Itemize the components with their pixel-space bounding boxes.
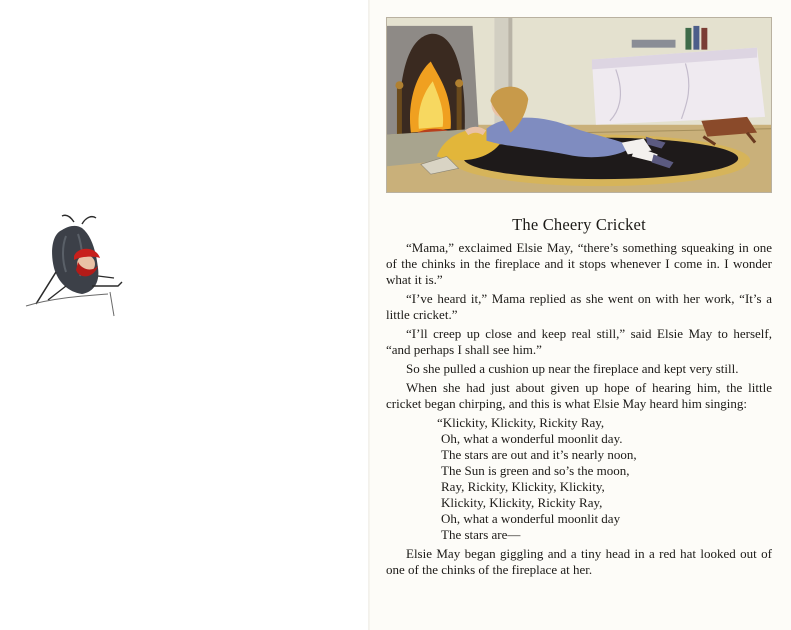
story-paragraph: So she pulled a cushion up near the fireplace and kept very still. [406,361,739,376]
cricket-vignette-icon [22,212,132,322]
verse-line: “Klickity, Klickity, Rickity Ray, [437,415,605,430]
verse-line: Oh, what a wonderful moonlit day. [441,431,623,446]
girl-by-fireplace-icon [387,18,771,192]
story-body [386,240,772,581]
verse-line: Klickity, Klickity, Rickity Ray, [441,495,603,510]
story-closing-paragraph: Elsie May began giggling and a tiny head in a red hat looked out of one of the chinks of the fireplace at her. [386,546,772,577]
verse-line: The stars are— [441,527,521,542]
story-paragraph: When she had just about given up hope of hearing him, the little cricket began chirping, and this is what Elsie May heard him singing: [386,380,772,411]
story-paragraph: “I’ll creep up close and keep real still,” said Elsie May to herself, “and perhaps I shall see him.” [386,326,772,357]
story-illustration [386,17,772,193]
story-title: The Cheery Cricket [512,215,646,234]
verse-line: Ray, Rickity, Klickity, Klickity, [441,479,605,494]
story-paragraph: “I’ve heard it,” Mama replied as she went on with her work, “It’s a little cricket.” [386,291,772,322]
verse-line: The Sun is green and so’s the moon, [441,463,630,478]
verse-line: The stars are out and it’s nearly noon, [441,447,637,462]
verse-line: Oh, what a wonderful moonlit day [441,511,621,526]
story-paragraph: “Mama,” exclaimed Elsie May, “there’s something squeaking in one of the chinks in the fireplace and it stops whenever I come in. I wonder what it is.” [386,240,772,287]
left-page [0,0,370,630]
cricket-song [437,415,772,543]
